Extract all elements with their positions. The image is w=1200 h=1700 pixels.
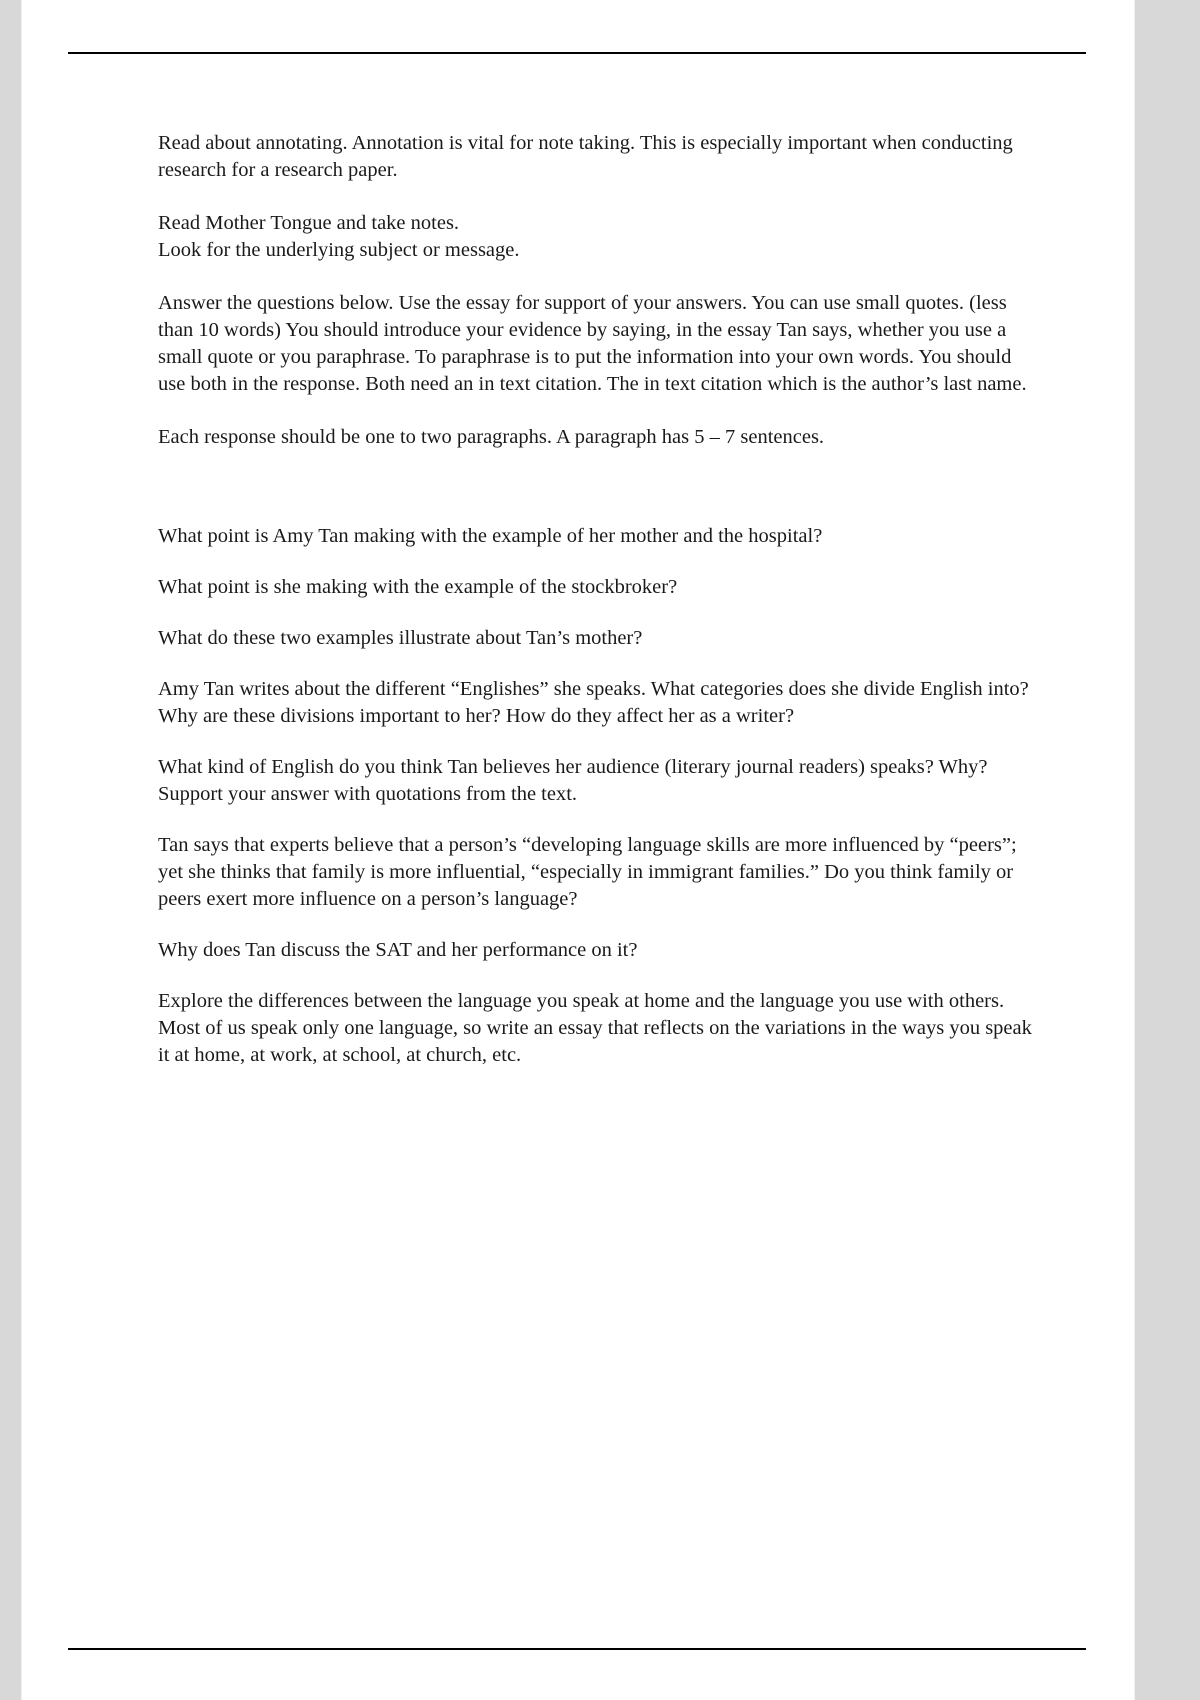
intro-line-look-for-subject: Look for the underlying subject or message.: [158, 239, 520, 261]
spacer: [158, 964, 1036, 988]
question-6: Tan says that experts believe that a person’s “developing language skills are more influenced by “peers”; yet she thinks that family is more influential, “especially in immigrant families.” Do you think family or peers exert more influence on a person’s language?: [158, 834, 1017, 910]
spacer: [158, 601, 1036, 625]
question-8: Explore the differences between the language you speak at home and the language you use with others. Most of us speak only one language, so write an essay that reflects on the variations in the ways you speak it at home, at work, at school, at church, etc.: [158, 990, 1032, 1066]
intro-line-read-mother-tongue: Read Mother Tongue and take notes.: [158, 212, 460, 234]
question-7: Why does Tan discuss the SAT and her performance on it?: [158, 939, 638, 961]
spacer: [158, 398, 1036, 424]
spacer: [158, 652, 1036, 676]
spacer: [158, 808, 1036, 832]
spacer-large: [158, 451, 1036, 523]
document-page: [22, 0, 1134, 1700]
question-5: What kind of English do you think Tan believes her audience (literary journal readers) speaks? Why? Support your answer with quotations from the text.: [158, 756, 988, 805]
question-1: What point is Amy Tan making with the example of her mother and the hospital?: [158, 525, 823, 547]
intro-paragraph-3: Answer the questions below. Use the essay for support of your answers. You can use small quotes. (less than 10 words) You should introduce your evidence by saying, in the essay Tan says, whether you use a small quote or you paraphrase. To paraphrase is to put the information into your own words. You should use both in the response. Both need an in text citation. The in text citation which is the author’s last name.: [158, 292, 1027, 395]
spacer: [158, 913, 1036, 937]
spacer: [158, 550, 1036, 574]
intro-paragraph-1: Read about annotating. Annotation is vital for note taking. This is especially important when conducting research for a research paper.: [158, 132, 1013, 181]
spacer: [158, 730, 1036, 754]
question-2: What point is she making with the example of the stockbroker?: [158, 576, 678, 598]
question-3: What do these two examples illustrate about Tan’s mother?: [158, 627, 643, 649]
spacer: [158, 264, 1036, 290]
document-body: [158, 130, 1036, 1069]
question-4: Amy Tan writes about the different “Englishes” she speaks. What categories does she divide English into? Why are these divisions important to her? How do they affect her as a writer?: [158, 678, 1029, 727]
intro-paragraph-4: Each response should be one to two paragraphs. A paragraph has 5 – 7 sentences.: [158, 426, 825, 448]
footer-rule: [68, 1648, 1086, 1650]
spacer: [158, 184, 1036, 210]
header-rule: [68, 52, 1086, 54]
